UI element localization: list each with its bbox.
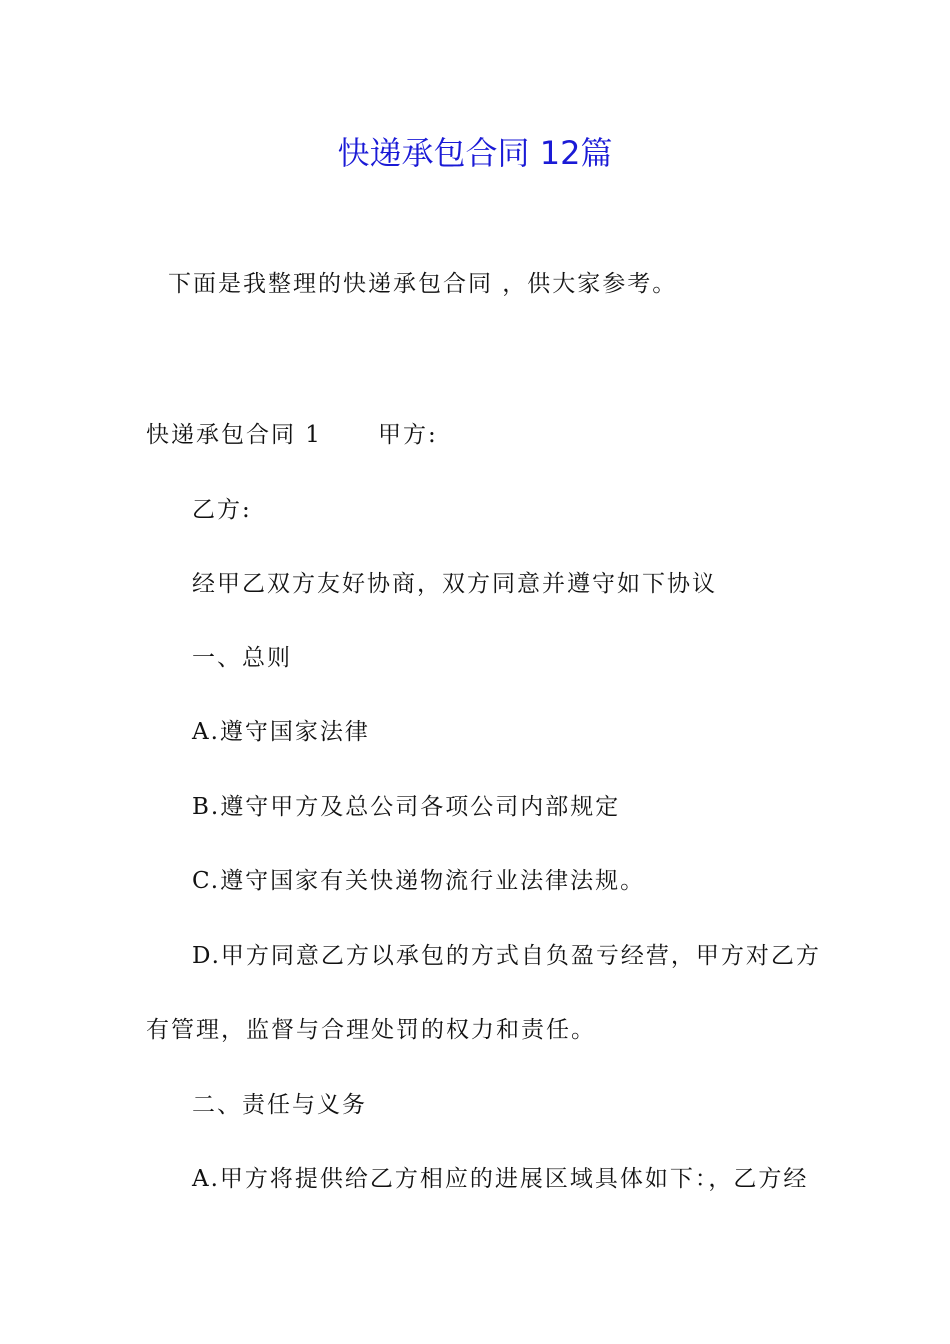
section-heading: 快递承包合同 1 — [146, 422, 322, 448]
clause-item: A.遵守国家法律 — [192, 719, 370, 745]
clause-item-continuation: 有管理，监督与合理处罚的权力和责任。 — [146, 1017, 596, 1043]
part1-heading: 一、总则 — [192, 645, 292, 671]
document-title: 快递承包合同 12篇 — [337, 134, 613, 172]
preamble-paragraph: 经甲乙双方友好协商，双方同意并遵守如下协议 — [192, 571, 717, 597]
clause-item: C.遵守国家有关快递物流行业法律法规。 — [192, 868, 646, 894]
part2-heading: 二、责任与义务 — [192, 1092, 367, 1118]
clause-item: D.甲方同意乙方以承包的方式自负盈亏经营，甲方对乙方 — [192, 943, 821, 969]
intro-paragraph: 下面是我整理的快递承包合同 ，供大家参考。 — [168, 271, 678, 297]
party-a-label: 甲方: — [377, 422, 438, 448]
section-heading-row — [146, 417, 438, 453]
clause-item: A.甲方将提供给乙方相应的进展区域具体如下：，乙方经 — [192, 1166, 809, 1192]
clause-item: B.遵守甲方及总公司各项公司内部规定 — [192, 794, 621, 820]
party-b-label: 乙方: — [192, 497, 252, 523]
